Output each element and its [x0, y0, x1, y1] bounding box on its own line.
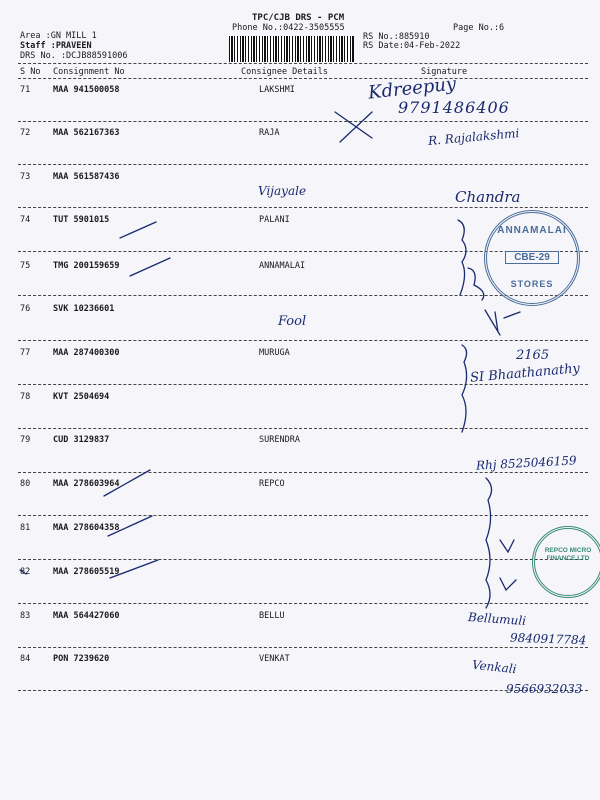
row-sno: 84: [20, 654, 31, 664]
rs-number: RS No.:885910: [363, 32, 430, 42]
rs-date: RS Date:04-Feb-2022: [363, 41, 461, 51]
row-sno: 75: [20, 261, 31, 271]
handwritten-phone: 9840917784: [509, 630, 587, 648]
row-consignment: TMG 200159659: [53, 261, 120, 271]
repco-stamp: [532, 526, 600, 598]
row-sno: 82: [20, 567, 31, 577]
table-row: [0, 479, 600, 491]
handwritten-signature: Fool: [278, 314, 307, 329]
row-sno: 80: [20, 479, 31, 489]
row-divider: [18, 121, 588, 122]
stamp-text-mid: CBE-29: [505, 251, 559, 264]
handwritten-name: Bellumuli: [467, 609, 527, 629]
table-row: [0, 435, 600, 447]
page-number: Page No.:6: [453, 23, 505, 33]
row-sno: 71: [20, 85, 31, 95]
row-consignee: BELLU: [259, 611, 285, 621]
row-consignment: MAA 564427060: [53, 611, 120, 621]
document-title: TPC/CJB DRS - PCM: [252, 13, 345, 23]
row-consignment: TUT 5901015: [53, 215, 110, 225]
handwritten-name: Venkali: [471, 657, 518, 677]
row-sno: 72: [20, 128, 31, 138]
divider: [18, 78, 588, 79]
row-sno: 76: [20, 304, 31, 314]
table-row: [0, 567, 600, 579]
divider: [18, 63, 588, 64]
row-consignment: MAA 278604358: [53, 523, 120, 533]
row-divider: [18, 340, 588, 341]
col-header-consignment: Consignment No: [53, 67, 125, 77]
row-consignee: PALANI: [259, 215, 290, 225]
row-sno: 74: [20, 215, 31, 225]
stamp-text-top: ANNAMALAI: [497, 225, 567, 236]
row-divider: [18, 690, 588, 691]
row-divider: [18, 207, 588, 208]
row-consignment: MAA 278605519: [53, 567, 120, 577]
table-row: [0, 348, 600, 360]
row-divider: [18, 384, 588, 385]
row-divider: [18, 164, 588, 165]
row-consignment: PON 7239620: [53, 654, 110, 664]
handwritten-signature: R. Rajalakshmi: [427, 126, 520, 148]
row-sno: 73: [20, 172, 31, 182]
row-consignee: VENKAT: [259, 654, 290, 664]
table-row: [0, 85, 600, 97]
handwritten-name: Kdreepuy: [367, 73, 458, 104]
row-consignment: SVK 10236601: [53, 304, 115, 314]
staff-label: Staff :PRAVEEN: [20, 41, 92, 51]
row-consignment: CUD 3129837: [53, 435, 110, 445]
drs-number: DRS No. :DCJB88591006: [20, 51, 128, 61]
row-consignee: REPCO: [259, 479, 285, 489]
row-divider: [18, 647, 588, 648]
phone-number: Phone No.:0422-3505555: [232, 23, 345, 33]
barcode: [229, 36, 354, 62]
row-consignee: MURUGA: [259, 348, 290, 358]
row-consignee: RAJA: [259, 128, 280, 138]
row-divider: [18, 428, 588, 429]
table-row: [0, 172, 600, 184]
row-consignment: MAA 562167363: [53, 128, 120, 138]
handwritten-signature: Chandra: [455, 188, 521, 206]
row-sno: 77: [20, 348, 31, 358]
row-consignment: MAA 941500058: [53, 85, 120, 95]
handwritten-signature: Rhj 8525046159: [475, 453, 577, 473]
col-header-sno: S No: [20, 67, 41, 77]
row-sno: 83: [20, 611, 31, 621]
handwritten-number: 2165: [516, 348, 550, 363]
table-row: [0, 392, 600, 404]
row-sno: 79: [20, 435, 31, 445]
row-consignment: MAA 287400300: [53, 348, 120, 358]
annamalai-stores-stamp: [484, 210, 580, 306]
area-label: Area :GN MILL 1: [20, 31, 97, 41]
row-consignment: MAA 278603964: [53, 479, 120, 489]
table-row: [0, 523, 600, 535]
handwritten-phone: 9566932033: [506, 682, 583, 696]
row-consignment: MAA 561587436: [53, 172, 120, 182]
stamp-text: REPCO MICRO FINANCE LTD: [544, 547, 592, 562]
row-divider: [18, 472, 588, 473]
stamp-text-bottom: STORES: [510, 279, 554, 289]
handwritten-signature: Vijayale: [258, 184, 307, 198]
row-divider: [18, 559, 588, 560]
row-consignee: ANNAMALAI: [259, 261, 306, 271]
col-header-signature: Signature: [421, 67, 468, 77]
col-header-consignee: Consignee Details: [241, 67, 328, 77]
handwritten-phone: 9791486406: [398, 98, 510, 117]
row-consignment: KVT 2504694: [53, 392, 110, 402]
row-sno: 78: [20, 392, 31, 402]
handwritten-signature: SI Bhaathanathy: [469, 361, 581, 386]
row-divider: [18, 603, 588, 604]
row-consignee: LAKSHMI: [259, 85, 295, 95]
row-sno: 81: [20, 523, 31, 533]
row-consignee: SURENDRA: [259, 435, 300, 445]
row-divider: [18, 515, 588, 516]
